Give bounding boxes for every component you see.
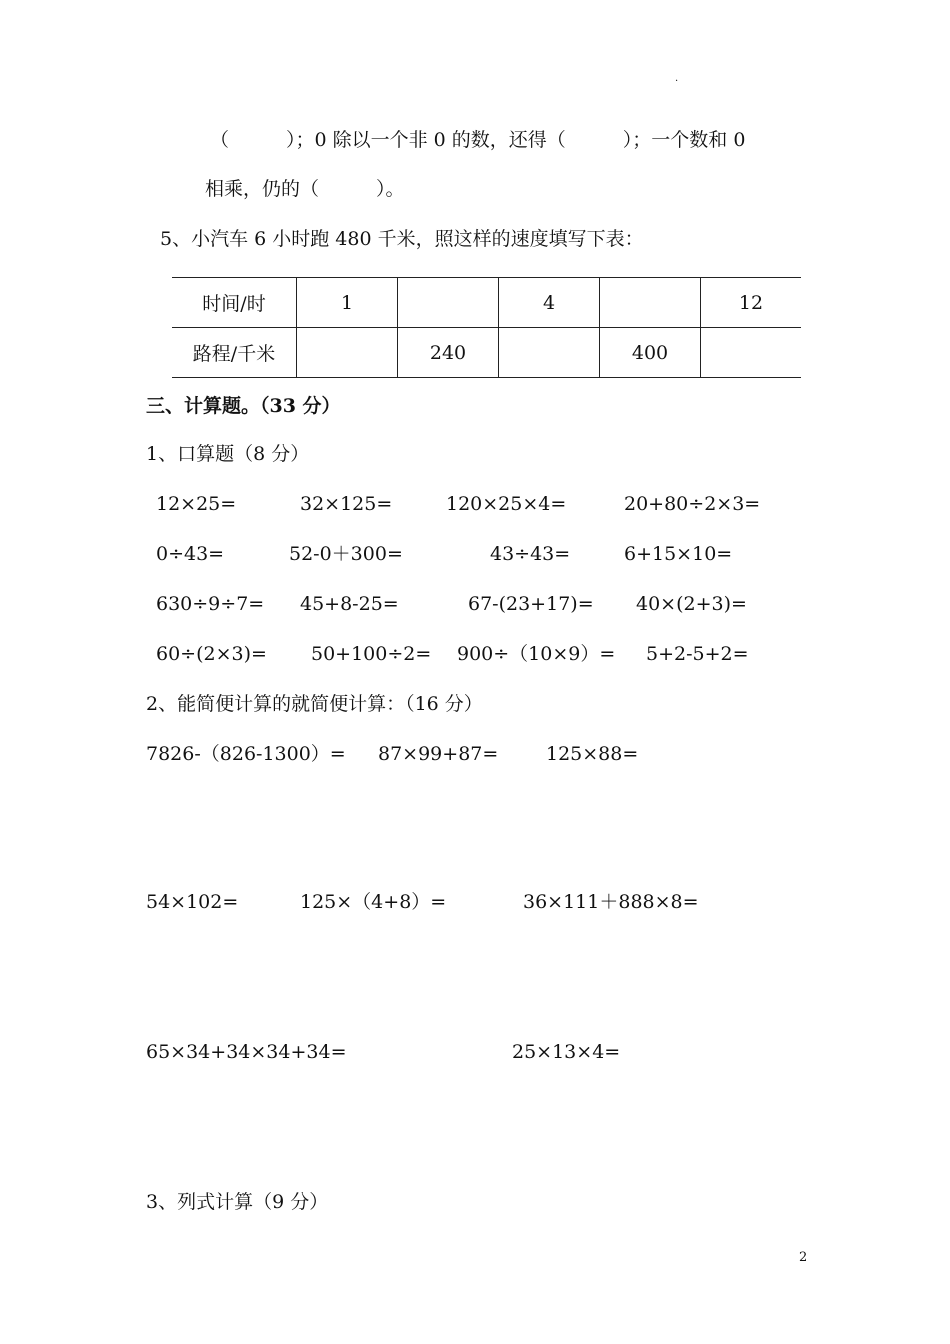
table-cell: 400 [600,328,701,378]
oral-title: 1、口算题（8 分） [146,443,310,465]
simplify-item: 65×34+34×34+34= [146,1041,347,1063]
q5-prompt: 5、小汽车 6 小时跑 480 千米，照这样的速度填写下表： [160,228,644,250]
table-cell: 路程/千米 [172,328,297,378]
oral-item: 67-(23+17)= [468,593,594,615]
simplify-title: 2、能简便计算的就简便计算：（16 分） [146,693,483,715]
speed-table [172,277,801,378]
simplify-item: 125×88= [546,743,639,765]
oral-item: 12×25= [156,493,237,515]
table-cell [297,328,398,378]
table-row [172,278,801,328]
oral-item: 50+100÷2= [311,643,432,665]
oral-item: 40×(2+3)= [636,593,747,615]
oral-item: 52-0＋300= [289,543,403,565]
fill-blank-line2: 相乘，仍的（ ）。 [205,178,405,200]
oral-item: 60÷(2×3)= [156,643,267,665]
header-dot: . [675,73,679,84]
oral-item: 0÷43= [156,543,225,565]
oral-item: 20+80÷2×3= [624,493,761,515]
oral-item: 120×25×4= [446,493,567,515]
oral-item: 630÷9÷7= [156,593,265,615]
oral-item: 43÷43= [490,543,571,565]
table-cell [499,328,600,378]
table-cell [600,278,701,328]
simplify-item: 125×（4+8）= [300,891,447,913]
oral-item: 6+15×10= [624,543,733,565]
table-cell: 1 [297,278,398,328]
table-cell [398,278,499,328]
formula-title: 3、列式计算（9 分） [146,1191,329,1213]
simplify-item: 25×13×4= [512,1041,621,1063]
table-cell [701,328,802,378]
oral-item: 32×125= [300,493,393,515]
oral-item: 5+2-5+2= [646,643,749,665]
simplify-item: 54×102= [146,891,239,913]
table-row [172,328,801,378]
page-number: 2 [799,1250,808,1265]
oral-item: 900÷（10×9）= [457,643,616,665]
table-cell: 12 [701,278,802,328]
table-cell: 时间/时 [172,278,297,328]
table-cell: 240 [398,328,499,378]
simplify-item: 36×111＋888×8= [523,891,699,913]
section-title: 三、计算题。（33 分） [146,395,341,417]
fill-blank-line1: （ ）；0 除以一个非 0 的数，还得（ ）；一个数和 0 [210,129,746,151]
simplify-item: 87×99+87= [378,743,499,765]
simplify-item: 7826-（826-1300）= [146,743,346,765]
oral-item: 45+8-25= [300,593,399,615]
table-cell: 4 [499,278,600,328]
